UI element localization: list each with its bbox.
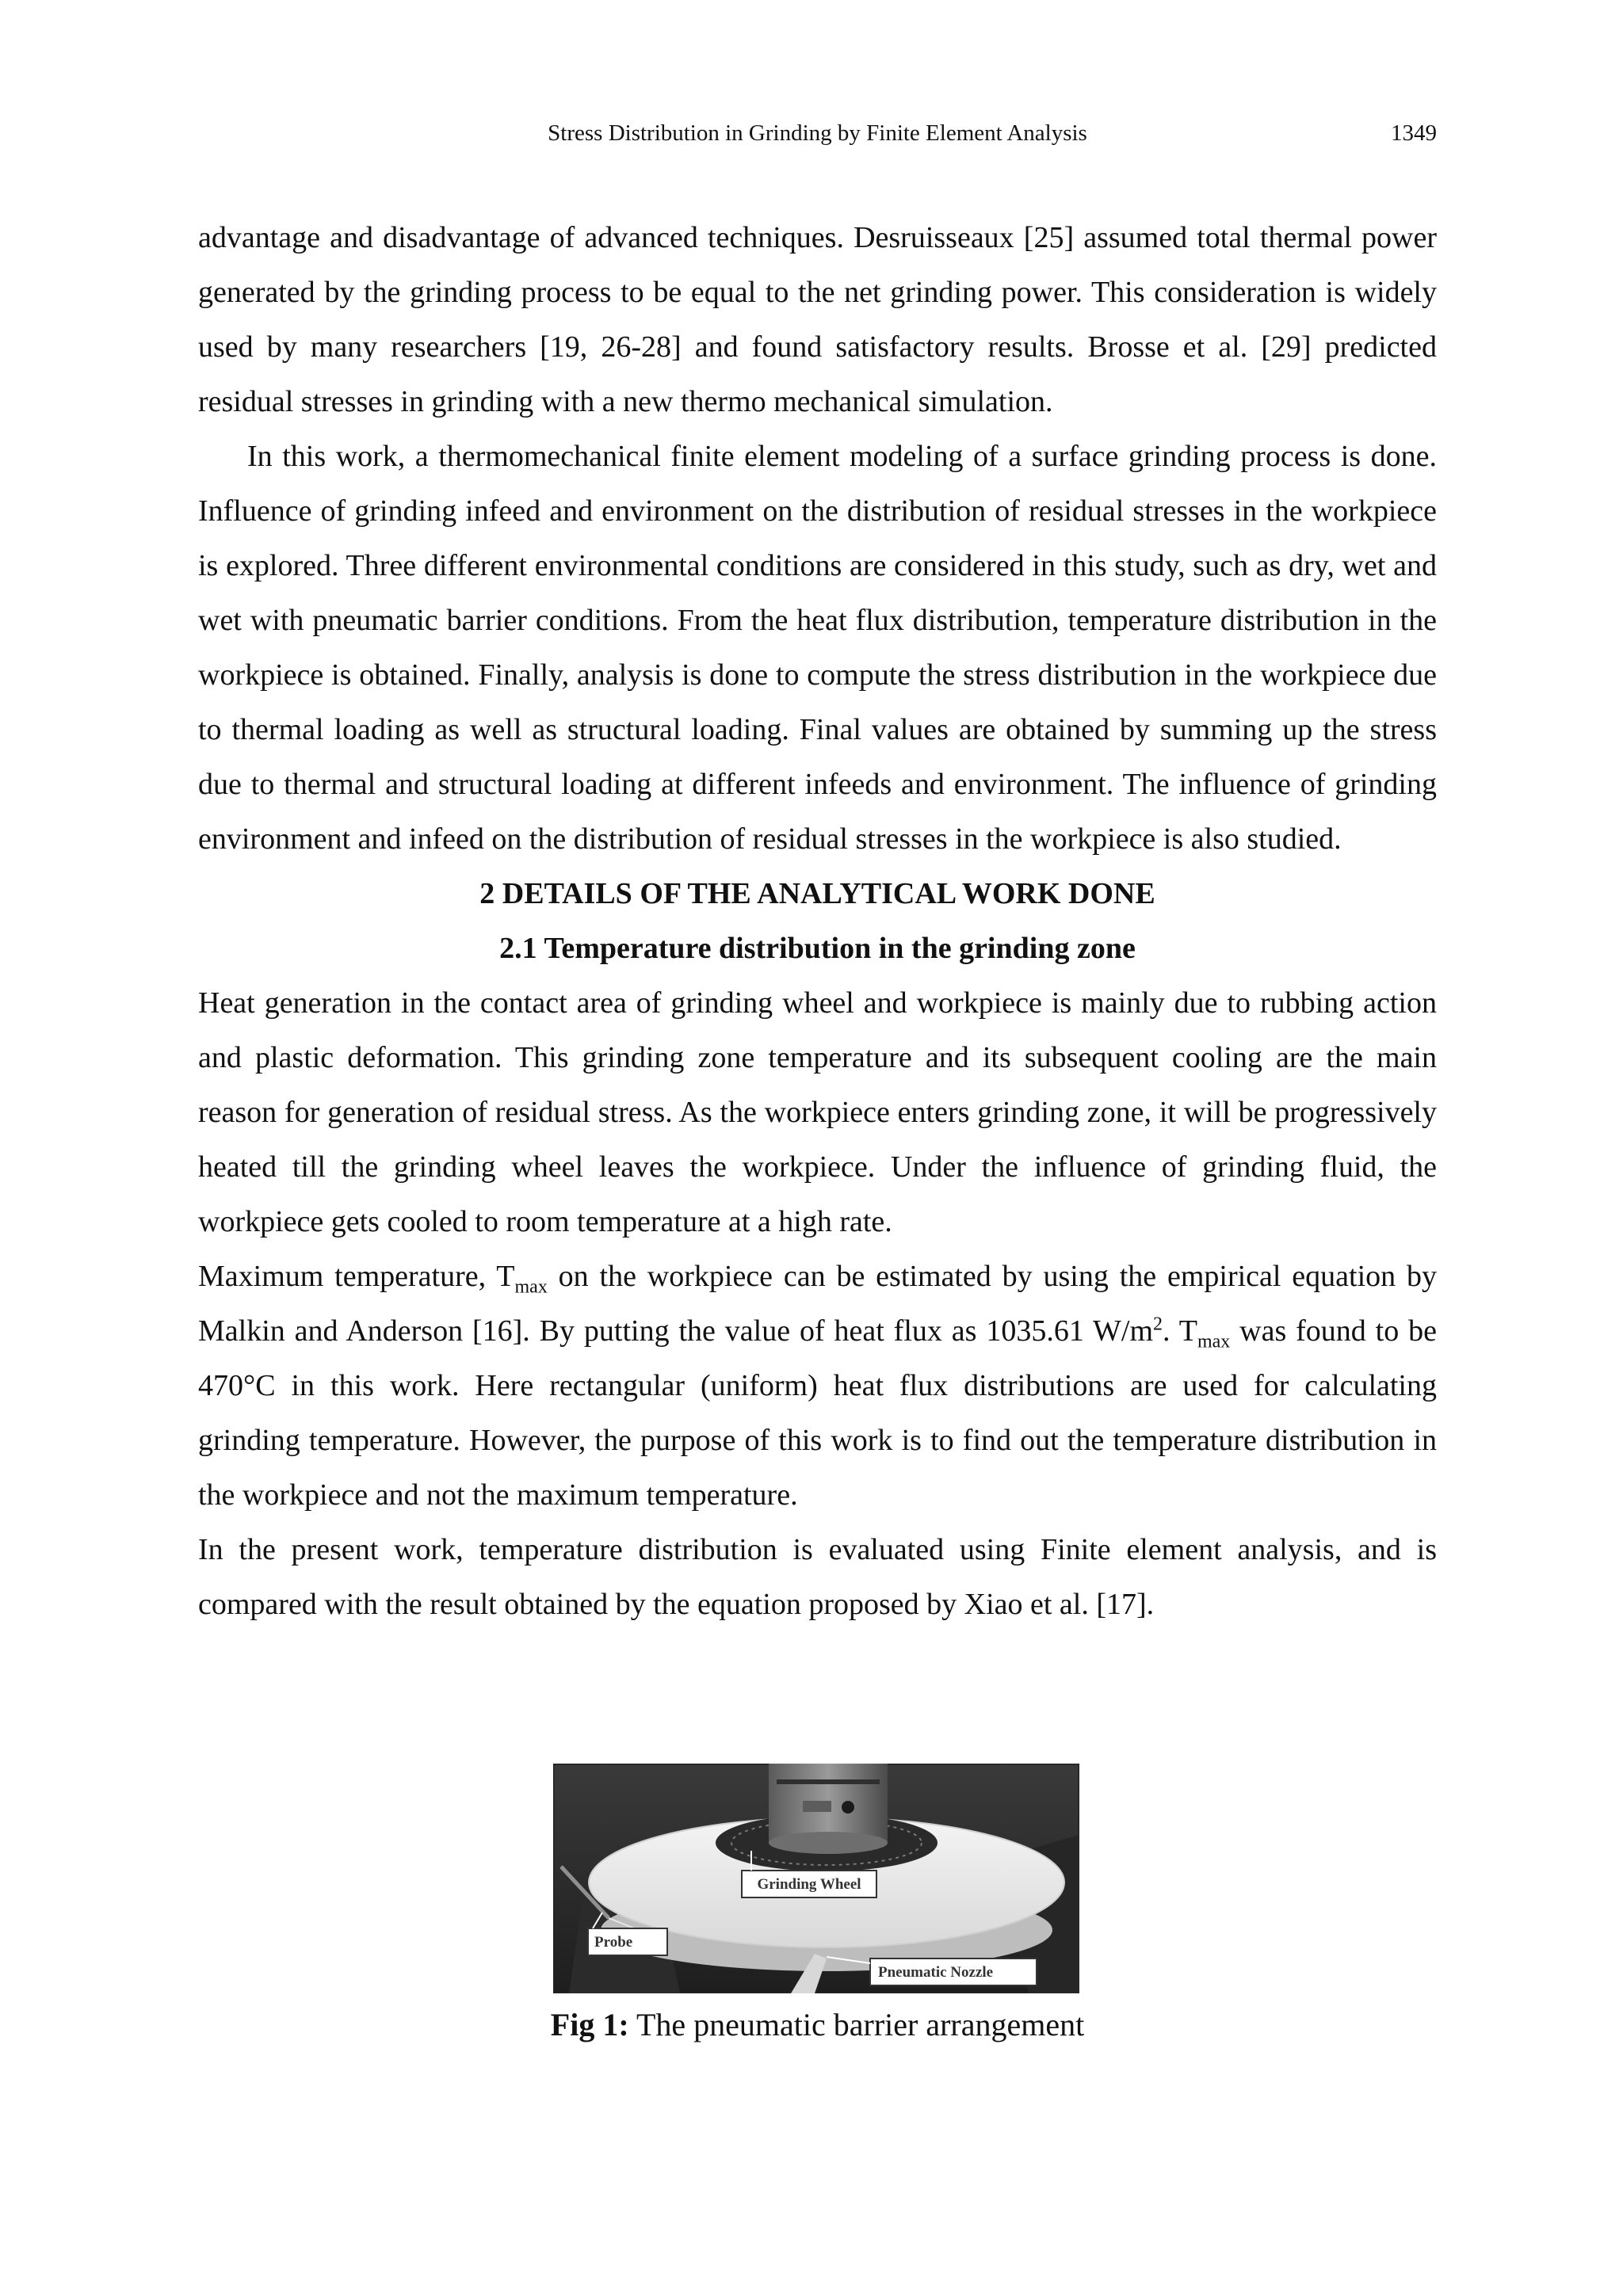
running-title: Stress Distribution in Grinding by Finite Element Analysis (548, 120, 1087, 146)
figure-pneumatic-barrier (553, 1764, 1079, 1993)
body-text (198, 211, 1437, 1632)
section-heading-2: 2 DETAILS OF THE ANALYTICAL WORK DONE (479, 877, 1155, 910)
text-run: on the workpiece can be estimated by using the empirical equation by Malkin and Anderson [16]. By putting the value of heat flux as 1035.61 W/m (198, 1260, 1437, 1348)
paragraph-present-work: In the present work, temperature distribution is evaluated using Finite element analysis, and is compared with the result obtained by the equation proposed by Xiao et al. [17]. (198, 1533, 1437, 1621)
paragraph-continued: advantage and disadvantage of advanced techniques. Desruisseaux [25] assumed total thermal power generated by the grinding process to be equal to the net grinding power. This consideration is widely used by many researchers [19, 26-28] and found satisfactory results. Brosse et al. [29] predicted residual stresses in grinding with a new thermo mechanical simulation. (198, 221, 1437, 418)
paragraph-this-work: In this work, a thermomechanical finite element modeling of a surface grinding process is done. Influence of grinding infeed and environment on the distribution of residual stresses in the workpiece is explored. Three different environmental conditions are considered in this study, such as dry, wet and wet with pneumatic barrier conditions. From the heat flux distribution, temperature distribution in the workpiece is obtained. Finally, analysis is done to compute the stress distribution in the workpiece due to thermal loading as well as structural loading. Final values are obtained by summing up the stress due to thermal and structural loading at different infeeds and environment. The influence of grinding environment and infeed on the distribution of residual stresses in the workpiece is also studied. (198, 440, 1437, 856)
grinding-wheel-label: Grinding Wheel (757, 1876, 861, 1893)
text-run: Maximum temperature, T (198, 1260, 515, 1293)
figure-caption (198, 2001, 1437, 2049)
subscript-max: max (1197, 1331, 1231, 1352)
text-run: . T (1163, 1314, 1197, 1348)
superscript-2: 2 (1153, 1314, 1163, 1335)
probe-label: Probe (594, 1934, 633, 1951)
text-run: was found to be 470°C in this work. Here rectangular (uniform) heat flux distributions are used for calculating grinding temperature. However, the purpose of this work is to find out the temperature distribution in the workpiece and not the maximum temperature. (198, 1314, 1437, 1512)
paragraph-heat-generation: Heat generation in the contact area of grinding wheel and workpiece is mainly due to rubbing action and plastic deformation. This grinding zone temperature and its subsequent cooling are the main reason for generation of residual stress. As the workpiece enters grinding zone, it will be progressively heated till the grinding wheel leaves the workpiece. Under the influence of grinding fluid, the workpiece gets cooled to room temperature at a high rate. (198, 986, 1437, 1238)
pneumatic-nozzle-label: Pneumatic Nozzle (878, 1964, 994, 1981)
spindle-bolt (842, 1801, 854, 1814)
subscript-max: max (514, 1276, 548, 1298)
caption-label: Fig 1: (550, 2007, 629, 2042)
page-number: 1349 (1391, 120, 1437, 146)
subsection-heading-2-1: 2.1 Temperature distribution in the grinding zone (499, 932, 1136, 965)
paragraph-max-temperature (198, 1249, 1437, 1523)
running-header (198, 116, 1437, 151)
caption-text: The pneumatic barrier arrangement (628, 2007, 1085, 2042)
